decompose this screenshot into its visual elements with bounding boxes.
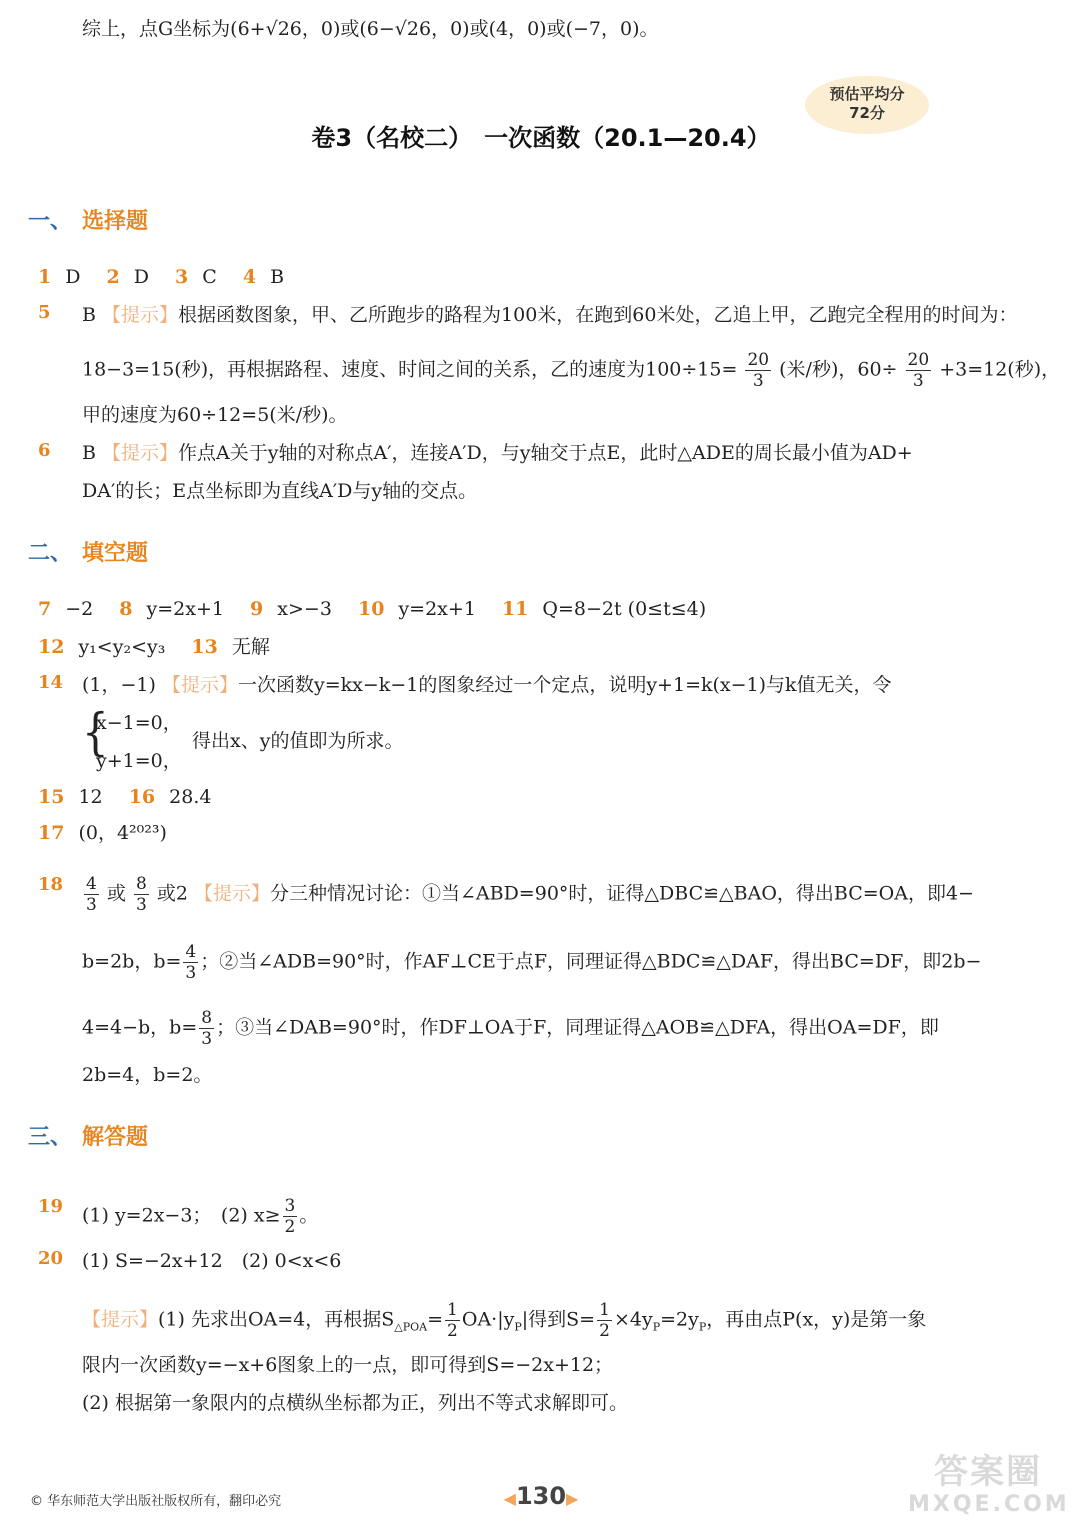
q20-hint-line-1 [82, 1300, 926, 1341]
section-title: 填空题 [82, 541, 149, 566]
q5-line-2 [82, 350, 1060, 391]
answer: D [65, 266, 81, 288]
answers-1-4 [38, 264, 284, 290]
answer-17 [38, 820, 167, 846]
fraction: $\frac{8}{3}$ [135, 874, 147, 915]
average-score-badge [805, 76, 929, 134]
fraction: $\frac{8}{3}$ [201, 1008, 213, 1049]
question-number: 5 [38, 302, 51, 323]
watermark-text: 答案圈 [934, 1452, 1042, 1492]
watermark-url: MXQE.COM [908, 1492, 1070, 1517]
answer: 28.4 [169, 786, 212, 808]
question-number: 6 [38, 440, 51, 461]
question-number: 4 [242, 266, 257, 288]
q6-line-2: DA′的长；E点坐标即为直线A′D与y轴的交点。 [82, 480, 478, 502]
answer: (1) y=2x−3； (2) x≥ [82, 1204, 281, 1227]
answer: (1，−1) [82, 674, 156, 696]
carryover-line: 综上，点G坐标为(6+√26，0)或(6−√26，0)或(4，0)或(−7，0)。 [82, 18, 659, 40]
subscript: P [652, 1320, 661, 1334]
system-eq-2: y+1=0， [96, 750, 182, 772]
question-number: 13 [191, 636, 218, 658]
answer-separator: 或2 [156, 882, 188, 905]
q5-line-3: 甲的速度为60÷12=5(米/秒)。 [82, 404, 348, 426]
answer: x>−3 [277, 598, 332, 620]
fraction: $\frac{4}{3}$ [86, 874, 97, 915]
section-number: 二、 [28, 541, 73, 566]
question-number: 3 [175, 266, 189, 288]
hint-text: =2y [660, 1308, 699, 1331]
answer-separator: 或 [106, 882, 126, 905]
q20-hint-line-2: 限内一次函数y=−x+6图象上的一点，即可得到S=−2x+12； [82, 1354, 614, 1376]
hint-text: |得到S= [521, 1308, 596, 1331]
hint-text: ×4y [613, 1308, 653, 1331]
q5-line-1 [82, 302, 1017, 328]
hint-label: 【提示】 [102, 304, 179, 326]
subscript: P [514, 1320, 522, 1334]
subscript: △POA [394, 1320, 428, 1334]
right-arrow-icon: ▶ [566, 1489, 579, 1508]
question-number: 20 [38, 1248, 64, 1269]
q20-answer: (1) S=−2x+12 (2) 0<x<6 [82, 1250, 342, 1272]
answer: Q=8−2t (0≤t≤4) [542, 598, 707, 620]
answer: y₁<y₂<y₃ [78, 636, 166, 658]
q14-line-1 [82, 672, 892, 698]
question-number: 1 [38, 266, 52, 288]
question-number: 8 [119, 598, 133, 620]
badge-label: 预估平均分 [829, 85, 905, 103]
hint-text: = [427, 1308, 444, 1331]
section-number: 三、 [28, 1125, 73, 1150]
question-number: 10 [357, 598, 385, 620]
q18-line-4: 2b=4，b=2。 [82, 1064, 213, 1086]
answer: y=2x+1 [146, 598, 224, 620]
question-number: 17 [38, 822, 65, 844]
q18-line-2 [82, 942, 981, 983]
question-number: 16 [128, 786, 156, 808]
answers-15-16 [38, 784, 211, 810]
fraction: $\frac{20}{3}$ [907, 350, 930, 391]
hint-text: 分三种情况讨论：①当∠ABD=90°时，证得△DBC≌△BAO，得出BC=OA，即4− [269, 882, 974, 905]
hint-label: 【提示】 [102, 442, 179, 464]
answers-7-11 [38, 596, 706, 622]
answer: (0，4²⁰²³) [78, 822, 167, 844]
answer: 无解 [231, 636, 270, 658]
q20-hint-line-3: (2) 根据第一象限内的点横纵坐标都为正，列出不等式求解即可。 [82, 1392, 628, 1414]
fraction: $\frac{4}{3}$ [185, 942, 197, 983]
hint-text: (1) 先求出OA=4，再根据S [158, 1308, 395, 1331]
question-number: 14 [38, 672, 64, 693]
hint-text: OA·|y [461, 1308, 515, 1331]
hint-label: 【提示】 [193, 882, 270, 905]
punctuation: 。 [299, 1204, 319, 1227]
hint-text: +3=12(秒)， [939, 358, 1061, 381]
q14-conclusion: 得出x、y的值即为所求。 [192, 730, 404, 752]
copyright-notice: © 华东师范大学出版社版权所有，翻印必究 [30, 1494, 282, 1509]
left-arrow-icon: ◀ [503, 1489, 516, 1508]
hint-text: 4=4−b，b= [82, 1016, 198, 1039]
question-number: 7 [38, 598, 52, 620]
subscript: P [698, 1320, 707, 1334]
hint-text: (米/秒)，60÷ [779, 358, 898, 381]
fraction: $\frac{1}{2}$ [599, 1300, 610, 1341]
question-number: 9 [250, 598, 264, 620]
answers-12-13 [38, 634, 270, 660]
answer: 12 [78, 786, 103, 808]
hint-text: 作点A关于y轴的对称点A′，连接A′D，与y轴交于点E，此时△ADE的周长最小值为AD+ [178, 442, 913, 464]
answer: B [82, 442, 96, 464]
question-number: 19 [38, 1196, 64, 1217]
page-title: 卷3（名校二） 一次函数（20.1—20.4） [311, 124, 771, 152]
question-number: 12 [38, 636, 65, 658]
system-eq-1: x−1=0， [96, 712, 182, 734]
equation-brace: { [82, 702, 109, 761]
answer: D [133, 266, 149, 288]
section-number: 一、 [28, 209, 73, 234]
q6-line-1 [82, 440, 913, 466]
fraction: $\frac{3}{2}$ [284, 1196, 296, 1237]
hint-text: ；②当∠ADB=90°时，作AF⊥CE于点F，同理证得△BDC≌△DAF，得出BC=DF，即2b− [200, 950, 982, 973]
hint-text: ；③当∠DAB=90°时，作DF⊥OA于F，同理证得△AOB≌△DFA，得出OA=DF，即 [216, 1016, 939, 1039]
page-number-value: 130 [515, 1482, 567, 1510]
hint-text: 18−3=15(秒)，再根据路程、速度、时间之间的关系，乙的速度为100÷15= [82, 358, 738, 381]
question-number: 18 [38, 874, 64, 895]
answer: B [270, 266, 285, 288]
q18-line-3 [82, 1008, 939, 1049]
watermark-logo [908, 1452, 1068, 1528]
answer: −2 [65, 598, 94, 620]
hint-text: ，再由点P(x，y)是第一象 [706, 1308, 927, 1331]
section-heading-choice [28, 204, 148, 235]
question-number: 15 [38, 786, 65, 808]
answer: B [82, 304, 96, 326]
fraction: $\frac{20}{3}$ [747, 350, 770, 391]
q18-line-1 [82, 874, 974, 915]
hint-label: 【提示】 [82, 1308, 159, 1331]
question-number: 2 [106, 266, 120, 288]
answer: y=2x+1 [398, 598, 476, 620]
section-heading-fill [28, 536, 148, 567]
badge-score: 72分 [849, 104, 885, 122]
hint-text: 一次函数y=kx−k−1的图象经过一个定点，说明y+1=k(x−1)与k值无关，令 [238, 674, 892, 696]
section-heading-solve [28, 1120, 148, 1151]
section-title: 解答题 [82, 1125, 149, 1150]
q19-answer [82, 1196, 318, 1237]
hint-text: b=2b，b= [82, 950, 182, 973]
answer: C [202, 266, 217, 288]
hint-text: 根据函数图象，甲、乙所跑步的路程为100米，在跑到60米处，乙追上甲，乙跑完全程用的时间为： [178, 304, 1018, 326]
hint-label: 【提示】 [161, 674, 238, 696]
question-number: 11 [501, 598, 529, 620]
fraction: $\frac{1}{2}$ [447, 1300, 458, 1341]
section-title: 选择题 [82, 209, 149, 234]
